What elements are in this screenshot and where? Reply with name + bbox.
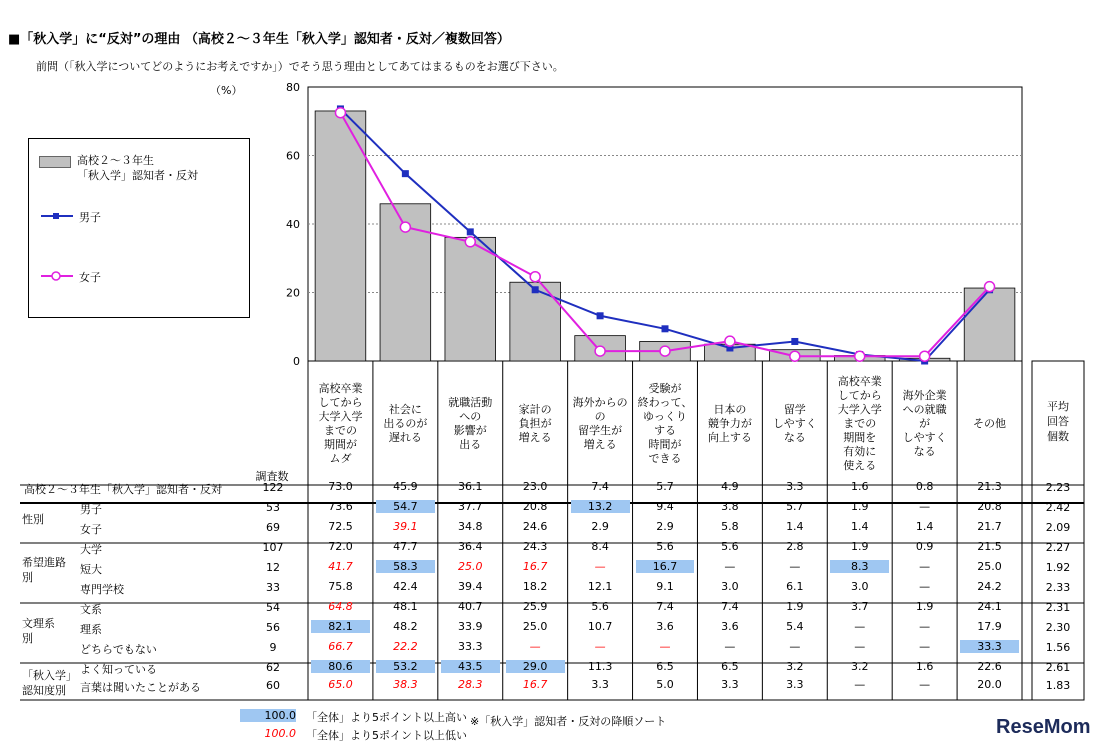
count-header: 調査数 [255, 470, 289, 483]
table-cell: 39.4 [458, 580, 483, 593]
row-label: 高校２～３年生「秋入学」認知者・反対 [24, 483, 222, 496]
row-label: どちらでもない [80, 643, 157, 656]
boys-point [597, 312, 604, 319]
bar [445, 237, 496, 361]
category-label: 増える [518, 431, 552, 444]
table-cell: — [529, 640, 541, 653]
row-count: 33 [266, 581, 280, 594]
table-cell: 5.7 [656, 480, 674, 493]
table-cell: 1.6 [850, 480, 869, 493]
row-avg: 2.27 [1045, 541, 1071, 554]
row-count: 107 [262, 541, 284, 554]
table-cell: 6.5 [721, 660, 739, 673]
row-count: 54 [266, 601, 280, 614]
category-label: 有効に [843, 445, 877, 458]
table-cell: — [919, 580, 931, 593]
table-cell: 47.7 [393, 540, 418, 553]
table-cell: 5.8 [721, 520, 739, 533]
boys-point [402, 170, 409, 177]
table-cell: 3.2 [786, 660, 804, 673]
table-cell: 25.9 [522, 600, 548, 613]
table-cell: 64.8 [328, 600, 353, 613]
key-high-label: 「全体」より5ポイント以上高い [306, 711, 467, 724]
table-cell: 16.7 [522, 560, 548, 573]
table-cell: 3.3 [786, 480, 804, 493]
page-title: ■「秋入学」に“反対”の理由 （高校２～３年生「秋入学」認知者・反対／複数回答） [8, 32, 510, 47]
y-tick-label: 80 [286, 81, 300, 94]
resemom-logo: ReseMom [996, 716, 1091, 738]
table-cell: 5.7 [786, 500, 804, 513]
category-label: 終わって、 [637, 396, 693, 409]
girls-point [725, 336, 735, 346]
table-cell: — [594, 640, 606, 653]
table-cell: 25.0 [977, 560, 1002, 573]
category-label: ムダ [329, 452, 352, 465]
legend-bar-swatch [39, 156, 71, 168]
category-label: までの [323, 424, 357, 437]
table-cell: 3.0 [721, 580, 739, 593]
table-cell: 3.3 [721, 678, 739, 691]
table-cell: — [919, 560, 931, 573]
category-label: 出る [459, 438, 482, 451]
girls-point [595, 346, 605, 356]
category-label: その他 [973, 417, 1007, 430]
table-cell: 40.7 [458, 600, 483, 613]
girls-point [855, 351, 865, 361]
category-label: なる [913, 445, 936, 458]
group-label: 認知度別 [22, 684, 66, 697]
category-label: 期間を [843, 431, 877, 444]
boys-point [791, 338, 798, 345]
boys-point [662, 325, 669, 332]
y-tick-label: 20 [286, 286, 300, 300]
row-label: 男子 [80, 503, 102, 516]
legend-boys-swatch [39, 209, 75, 223]
y-axis-unit: （%） [210, 84, 243, 97]
avg-header-label: 平均 [1047, 400, 1069, 413]
table-cell: 20.8 [977, 500, 1002, 513]
girls-point [465, 237, 475, 247]
key-high-swatch: 100.0 [240, 709, 296, 722]
table-cell: — [789, 640, 801, 653]
table-cell: — [919, 620, 931, 633]
category-label: してから [318, 396, 363, 409]
table-cell: 16.7 [522, 678, 548, 691]
row-count: 12 [266, 561, 280, 574]
table-cell: — [659, 640, 671, 653]
category-label: 家計の [518, 403, 552, 416]
table-cell: 0.9 [915, 540, 934, 553]
table-cell: 6.5 [656, 660, 674, 673]
table-cell: 18.2 [522, 580, 548, 593]
table-cell: 12.1 [587, 580, 613, 593]
table-cell: 45.9 [393, 480, 418, 493]
category-label: 留学生が [578, 424, 623, 437]
category-label: 日本の [713, 403, 747, 416]
row-label: 理系 [80, 623, 102, 636]
table-cell: 38.3 [393, 678, 418, 691]
category-label: 高校卒業 [318, 382, 363, 395]
table-cell: 73.6 [328, 500, 353, 513]
table-cell: 2.9 [591, 520, 609, 533]
row-avg: 2.31 [1045, 601, 1071, 614]
sort-note: ※「秋入学」認知者・反対の降順ソート [470, 715, 667, 728]
table-cell: 3.6 [721, 620, 739, 633]
table-cell: 24.6 [522, 520, 548, 533]
table-cell: — [919, 500, 931, 513]
table-cell: 5.6 [591, 600, 609, 613]
table-cell: 21.7 [977, 520, 1002, 533]
table-cell: 6.1 [786, 580, 804, 593]
table-cell: 3.2 [850, 660, 869, 673]
row-label: よく知っている [80, 663, 157, 676]
table-cell: — [919, 640, 931, 653]
table-cell: 1.9 [786, 600, 804, 613]
group-label: 文理系 [22, 617, 55, 630]
legend-girls-label: 女子 [79, 271, 101, 284]
table-cell: 2.8 [786, 540, 804, 553]
table-cell: 16.7 [636, 560, 695, 573]
table-cell: 33.9 [458, 620, 483, 633]
table-cell: 39.1 [393, 520, 418, 533]
row-avg: 1.83 [1045, 679, 1071, 692]
category-label: 高校卒業 [837, 375, 882, 388]
category-label: しやすく [902, 431, 947, 444]
table-cell: 42.4 [393, 580, 418, 593]
category-label: 遅れる [388, 431, 422, 444]
table-cell: — [854, 620, 866, 633]
table-cell: 3.6 [656, 620, 674, 633]
table-cell: — [854, 678, 866, 691]
row-count: 60 [266, 679, 280, 692]
category-label: する [654, 424, 676, 437]
table-cell: 28.3 [458, 678, 483, 691]
table-cell: 72.0 [328, 540, 353, 553]
category-label: 期間が [323, 438, 357, 451]
row-avg: 2.61 [1045, 661, 1071, 674]
table-cell: 4.9 [721, 480, 739, 493]
table-cell: 8.4 [591, 540, 609, 553]
legend-item-bar [39, 153, 198, 183]
row-count: 62 [266, 661, 280, 674]
girls-point [335, 108, 345, 118]
category-label: が [919, 417, 931, 430]
category-label: 大学入学 [837, 403, 882, 416]
table-cell: 82.1 [311, 620, 370, 633]
y-tick-label: 0 [293, 355, 300, 368]
table-cell: 58.3 [376, 560, 435, 573]
legend-item-girls [39, 269, 101, 285]
table-cell: 72.5 [328, 520, 353, 533]
table-cell: — [789, 560, 801, 573]
table-cell: 1.9 [850, 540, 869, 553]
table-cell: 23.0 [522, 480, 548, 493]
table-cell: 3.3 [786, 678, 804, 691]
category-label: 時間が [648, 438, 682, 451]
category-label: できる [648, 452, 682, 465]
category-label: ゆっくり [643, 410, 687, 423]
table-cell: — [724, 560, 736, 573]
table-cell: 34.8 [458, 520, 483, 533]
table-cell: 13.2 [571, 500, 630, 513]
group-label: 「秋入学」 [22, 669, 77, 682]
table-cell: 7.4 [656, 600, 674, 613]
legend-item-boys [39, 209, 101, 225]
table-cell: 7.4 [721, 600, 739, 613]
table-cell: 53.2 [376, 660, 435, 673]
girls-point [400, 222, 410, 232]
table-cell: 0.8 [915, 480, 934, 493]
row-label: 文系 [80, 603, 102, 616]
category-label: の [594, 410, 606, 423]
table-cell: — [919, 678, 931, 691]
avg-header-label: 回答 [1047, 415, 1069, 428]
category-label: 留学 [783, 403, 806, 416]
category-label: しやすく [772, 417, 817, 430]
table-cell: 66.7 [328, 640, 353, 653]
girls-point [790, 351, 800, 361]
table-cell: 41.7 [328, 560, 353, 573]
key-low-label: 「全体」より5ポイント以上低い [306, 729, 467, 742]
category-label: までの [843, 417, 877, 430]
table-cell: 11.3 [587, 660, 613, 673]
table-cell: 22.2 [393, 640, 418, 653]
row-label: 専門学校 [80, 583, 124, 596]
category-label: なる [783, 431, 806, 444]
row-count: 122 [262, 481, 284, 494]
category-label: 海外企業 [902, 389, 947, 402]
row-count: 69 [266, 521, 280, 534]
girls-point [660, 346, 670, 356]
table-cell: 80.6 [311, 660, 370, 673]
table-cell: 3.8 [721, 500, 739, 513]
bar [510, 282, 561, 361]
row-avg: 2.30 [1045, 621, 1071, 634]
group-label: 別 [22, 571, 33, 584]
table-cell: 36.4 [458, 540, 483, 553]
table-cell: 25.0 [458, 560, 483, 573]
table-cell: 3.0 [850, 580, 869, 593]
table-cell: 20.0 [977, 678, 1002, 691]
table-cell: 1.4 [786, 520, 804, 533]
group-label: 希望進路 [22, 556, 66, 569]
table-cell: 10.7 [587, 620, 613, 633]
row-avg: 2.09 [1045, 521, 1071, 534]
table-cell: 21.5 [977, 540, 1002, 553]
table-cell: 3.7 [850, 600, 869, 613]
table-cell: 48.2 [393, 620, 418, 633]
table-cell: 17.9 [977, 620, 1002, 633]
category-label: 増える [583, 438, 617, 451]
girls-point [530, 272, 540, 282]
category-label: 就職活動 [448, 396, 493, 409]
table-cell: 54.7 [376, 500, 435, 513]
table-cell: — [594, 560, 606, 573]
table-cell: 1.4 [850, 520, 869, 533]
group-label: 性別 [22, 513, 44, 526]
table-cell: 1.9 [915, 600, 934, 613]
category-label: 競争力が [707, 417, 752, 430]
table-cell: 5.4 [786, 620, 804, 633]
table-cell: 1.4 [915, 520, 934, 533]
category-label: 海外からの [572, 396, 628, 409]
legend-boys-label: 男子 [79, 211, 101, 224]
table-cell: 48.1 [393, 600, 418, 613]
table-cell: 1.9 [850, 500, 869, 513]
table-cell: 37.7 [458, 500, 483, 513]
category-label: 受験が [648, 382, 682, 395]
category-label: 影響が [453, 424, 487, 437]
row-label: 言葉は聞いたことがある [80, 681, 201, 694]
table-cell: 25.0 [522, 620, 548, 633]
category-label: への [459, 410, 482, 423]
boys-point [467, 228, 474, 235]
row-label: 短大 [80, 563, 102, 576]
girls-point [985, 282, 995, 292]
girls-point [920, 351, 930, 361]
table-cell: 24.1 [977, 600, 1002, 613]
row-avg: 2.33 [1045, 581, 1071, 594]
group-label: 別 [22, 632, 33, 645]
table-cell: 1.6 [915, 660, 934, 673]
category-label: への就職 [902, 403, 947, 416]
chart-subtitle: 前問（「秋入学についてどのようにお考えですか」）でそう思う理由としてあてはまるものをお選び下さい。 [36, 60, 564, 73]
table-cell: 5.6 [721, 540, 739, 553]
bar [315, 111, 366, 361]
table-cell: 8.3 [830, 560, 889, 573]
table-cell: — [724, 640, 736, 653]
chart-legend [28, 138, 250, 318]
category-label: 使える [843, 459, 877, 472]
y-tick-label: 40 [286, 218, 300, 231]
row-label: 女子 [80, 523, 102, 536]
row-count: 56 [266, 621, 280, 634]
table-cell: 5.6 [656, 540, 674, 553]
avg-header-label: 個数 [1047, 430, 1069, 443]
table-cell: 24.3 [522, 540, 548, 553]
row-count: 9 [269, 641, 277, 654]
table-cell: 22.6 [977, 660, 1002, 673]
category-label: 社会に [388, 403, 422, 416]
table-cell: 73.0 [328, 480, 353, 493]
row-avg: 2.42 [1045, 501, 1071, 514]
category-label: してから [837, 389, 882, 402]
table-cell: 75.8 [328, 580, 353, 593]
category-label: 向上する [707, 431, 752, 444]
table-cell: 9.1 [656, 580, 674, 593]
category-label: 負担が [518, 417, 552, 430]
row-count: 53 [266, 501, 280, 514]
bar [964, 288, 1015, 361]
table-cell: 20.8 [522, 500, 548, 513]
key-low-sample: 100.0 [264, 727, 296, 740]
boys-point [532, 286, 539, 293]
legend-bar-label: 高校２～３年生 「秋入学」認知者・反対 [77, 154, 198, 182]
table-cell: 5.0 [656, 678, 674, 691]
category-label: 大学入学 [318, 410, 363, 423]
table-cell: 33.3 [960, 640, 1019, 653]
table-cell: 33.3 [458, 640, 483, 653]
table-cell: 7.4 [591, 480, 609, 493]
row-avg: 1.56 [1045, 641, 1071, 654]
table-cell: 21.3 [977, 480, 1002, 493]
table-cell: 43.5 [441, 660, 500, 673]
row-label: 大学 [80, 543, 102, 556]
table-cell: 65.0 [328, 678, 353, 691]
y-tick-label: 60 [286, 149, 300, 163]
table-cell: 9.4 [656, 500, 674, 513]
table-cell: 29.0 [506, 660, 565, 673]
table-cell: 2.9 [656, 520, 674, 533]
table-cell: 24.2 [977, 580, 1002, 593]
row-avg: 1.92 [1045, 561, 1071, 574]
table-cell: — [854, 640, 866, 653]
row-avg: 2.23 [1045, 481, 1071, 494]
table-cell: 36.1 [458, 480, 483, 493]
category-label: 出るのが [383, 417, 428, 430]
table-cell: 3.3 [591, 678, 609, 691]
legend-girls-swatch [39, 269, 75, 283]
